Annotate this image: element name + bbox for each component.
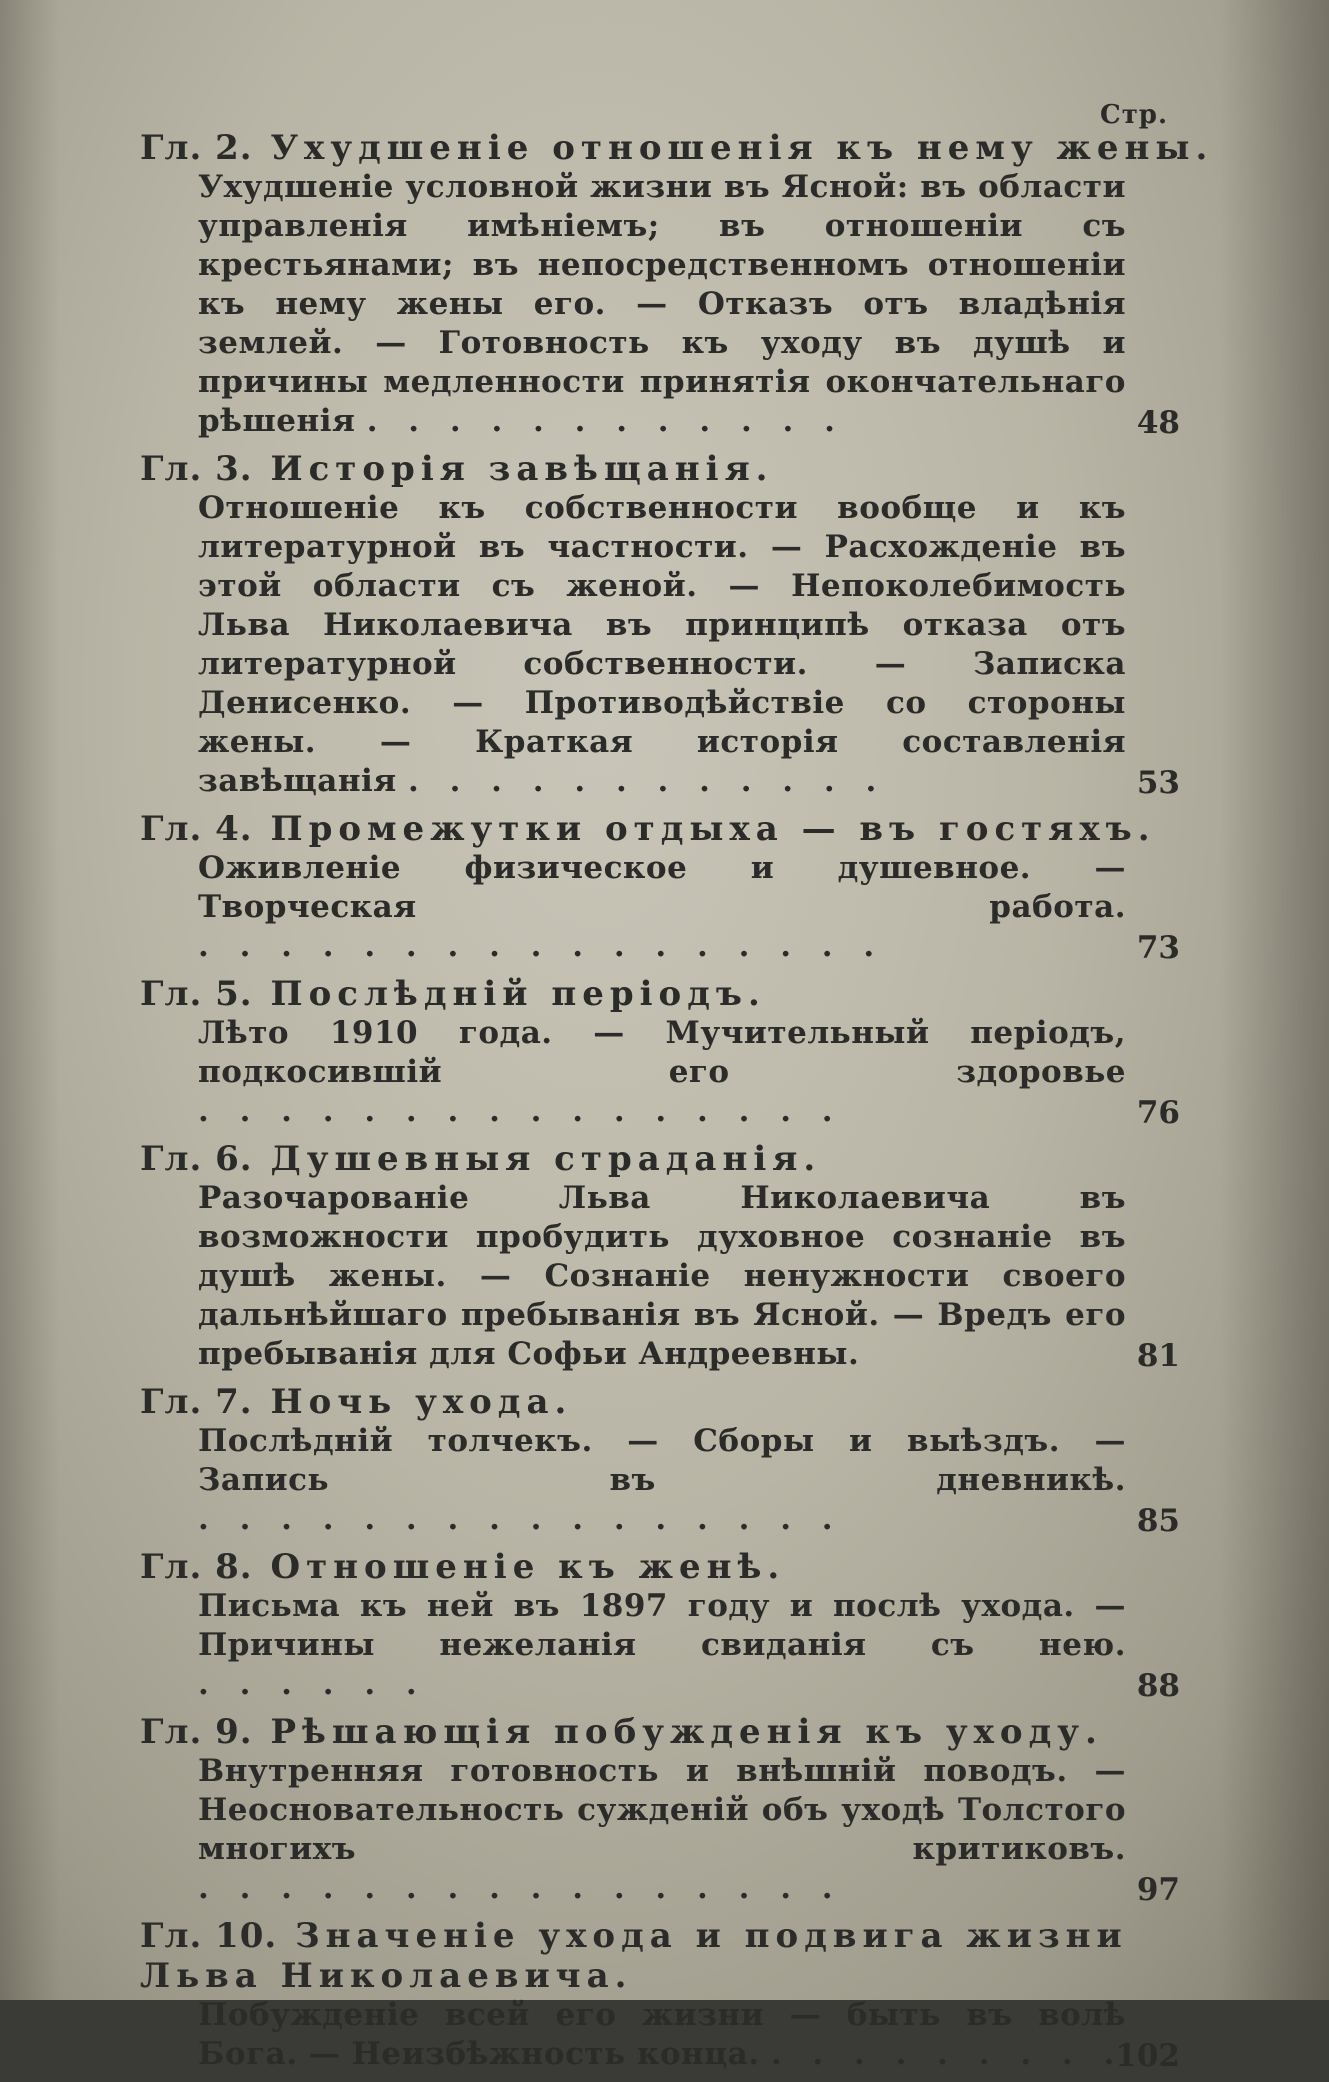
toc-entry-ch4 <box>140 809 1180 966</box>
summary-text: Внутренняя готовность и внѣшній поводъ. — Неосновательность сужденій объ уходѣ Толстого многихъ критиковъ. <box>198 1753 1126 1867</box>
leader-dots: . . . . . . . . . . . . . . . . <box>198 1093 843 1129</box>
chapter-heading <box>140 1139 1180 1179</box>
summary-text: Побужденіе всей его жизни — быть въ волѣ Бога. — Неизбѣжность конца. <box>198 1997 1126 2072</box>
chapter-summary <box>140 1179 1126 1374</box>
table-of-contents <box>140 128 1214 2082</box>
toc-entry-ch8 <box>140 1547 1180 1704</box>
chapter-number: Гл. 6. <box>140 1139 253 1179</box>
page-number: 88 <box>1136 1668 1180 1704</box>
chapter-title: Душевныя страданія. <box>270 1139 822 1179</box>
leader-dots: . . . . . . . . . <box>770 2036 1125 2072</box>
summary-text: Оживленіе физическое и душевное. — Творческая работа. <box>198 850 1126 925</box>
chapter-number: Гл. 9. <box>140 1712 253 1752</box>
chapter-summary <box>140 849 1126 966</box>
chapter-title: Отношеніе къ женѣ. <box>270 1547 786 1587</box>
page-shadow-right <box>1219 0 1329 2000</box>
chapter-heading <box>140 1547 1180 1587</box>
chapter-heading <box>140 809 1180 849</box>
chapter-summary <box>140 1014 1126 1131</box>
chapter-title: Ухудшеніе отношенія къ нему жены. <box>270 128 1214 168</box>
leader-dots: . . . . . . . . . . . . <box>366 403 845 439</box>
chapter-number: Гл. 3. <box>140 449 253 489</box>
toc-entry-ch2 <box>140 128 1214 441</box>
toc-entry-ch7 <box>140 1382 1180 1539</box>
leader-dots: . . . . . . . . . . . . . . . . <box>198 1501 843 1537</box>
page-number: 76 <box>1136 1095 1180 1131</box>
chapter-summary <box>140 489 1126 801</box>
chapter-summary <box>140 1587 1126 1704</box>
summary-text: Разочарованіе Льва Николаевича въ возможности пробудить духовное сознаніе въ душѣ жены. — Сознаніе ненужности своего дальнѣйшаго пребыванія въ Ясной. — Вредъ его пребыванія для Софьи Андреевны. <box>198 1180 1126 1372</box>
leader-dots: . . . . . . . . . . . . . . . . . <box>198 928 885 964</box>
page-number: 97 <box>1136 1872 1180 1908</box>
toc-entry-ch9 <box>140 1712 1180 1908</box>
toc-entry-ch10 <box>140 1916 1180 2074</box>
toc-entry-ch6 <box>140 1139 1180 1374</box>
leader-dots: . . . . . . . . . . . . . . . . <box>198 1870 843 1906</box>
summary-text: Послѣдній толчекъ. — Сборы и выѣздъ. — Запись въ дневникѣ. <box>198 1423 1126 1498</box>
chapter-heading <box>140 449 1180 489</box>
chapter-summary <box>140 168 1126 441</box>
chapter-title: Послѣдній періодъ. <box>270 974 766 1014</box>
chapter-heading <box>140 1916 1130 1996</box>
chapter-number: Гл. 5. <box>140 974 253 1014</box>
chapter-title: Ночь ухода. <box>270 1382 573 1422</box>
chapter-title: Промежутки отдыха — въ гостяхъ. <box>270 809 1156 849</box>
page-number: 81 <box>1136 1338 1180 1374</box>
toc-entry-ch5 <box>140 974 1180 1131</box>
chapter-number: Гл. 2. <box>140 128 253 168</box>
chapter-heading <box>140 1382 1180 1422</box>
chapter-number: Гл. 8. <box>140 1547 253 1587</box>
chapter-number: Гл. 7. <box>140 1382 253 1422</box>
leader-dots: . . . . . . <box>198 1666 427 1702</box>
page-shadow-left <box>0 0 60 2000</box>
chapter-number: Гл. 10. <box>140 1916 278 1956</box>
page-column-label: Стр. <box>1100 100 1169 130</box>
chapter-title: Рѣшающія побужденія къ уходу. <box>270 1712 1103 1752</box>
page-number: 73 <box>1136 930 1180 966</box>
summary-text: Ухудшеніе условной жизни въ Ясной: въ области управленія имѣніемъ; въ отношеніи съ крестьянами; въ непосредственномъ отношеніи къ нему жены его. — Отказъ отъ владѣнія землей. — Готовность къ уходу въ душѣ и причины медленности принятія окончательнаго рѣшенія <box>198 169 1126 439</box>
chapter-number: Гл. 4. <box>140 809 253 849</box>
chapter-title: Исторія завѣщанія. <box>270 449 774 489</box>
chapter-summary <box>140 1422 1126 1539</box>
chapter-heading <box>140 1712 1180 1752</box>
page-number: 53 <box>1136 765 1180 801</box>
chapter-heading <box>140 128 1214 168</box>
chapter-heading <box>140 974 1180 1014</box>
summary-text: Письма къ ней въ 1897 году и послѣ ухода. — Причины нежеланія свиданія съ нею. <box>198 1588 1126 1663</box>
leader-dots: . . . . . . . . . . . . <box>408 763 887 799</box>
page-number: 102 <box>1115 2038 1180 2074</box>
chapter-summary <box>140 1996 1126 2074</box>
summary-text: Отношеніе къ собственности вообще и къ литературной въ частности. — Расхожденіе въ этой области съ женой. — Непоколебимость Льва Николаевича въ принципѣ отказа отъ литературной собственности. — Записка Денисенко. — Противодѣйствіе со стороны жены. — Краткая исторія составленія завѣщанія <box>198 490 1126 799</box>
chapter-title: Значеніе ухода и подвига жизни Льва Николаевича. <box>140 1916 1128 1996</box>
summary-text: Лѣто 1910 года. — Мучительный періодъ, подкосившій его здоровье <box>198 1015 1126 1090</box>
page-number: 85 <box>1136 1503 1180 1539</box>
page-number: 48 <box>1136 405 1180 441</box>
toc-entry-ch3 <box>140 449 1180 801</box>
chapter-summary <box>140 1752 1126 1908</box>
